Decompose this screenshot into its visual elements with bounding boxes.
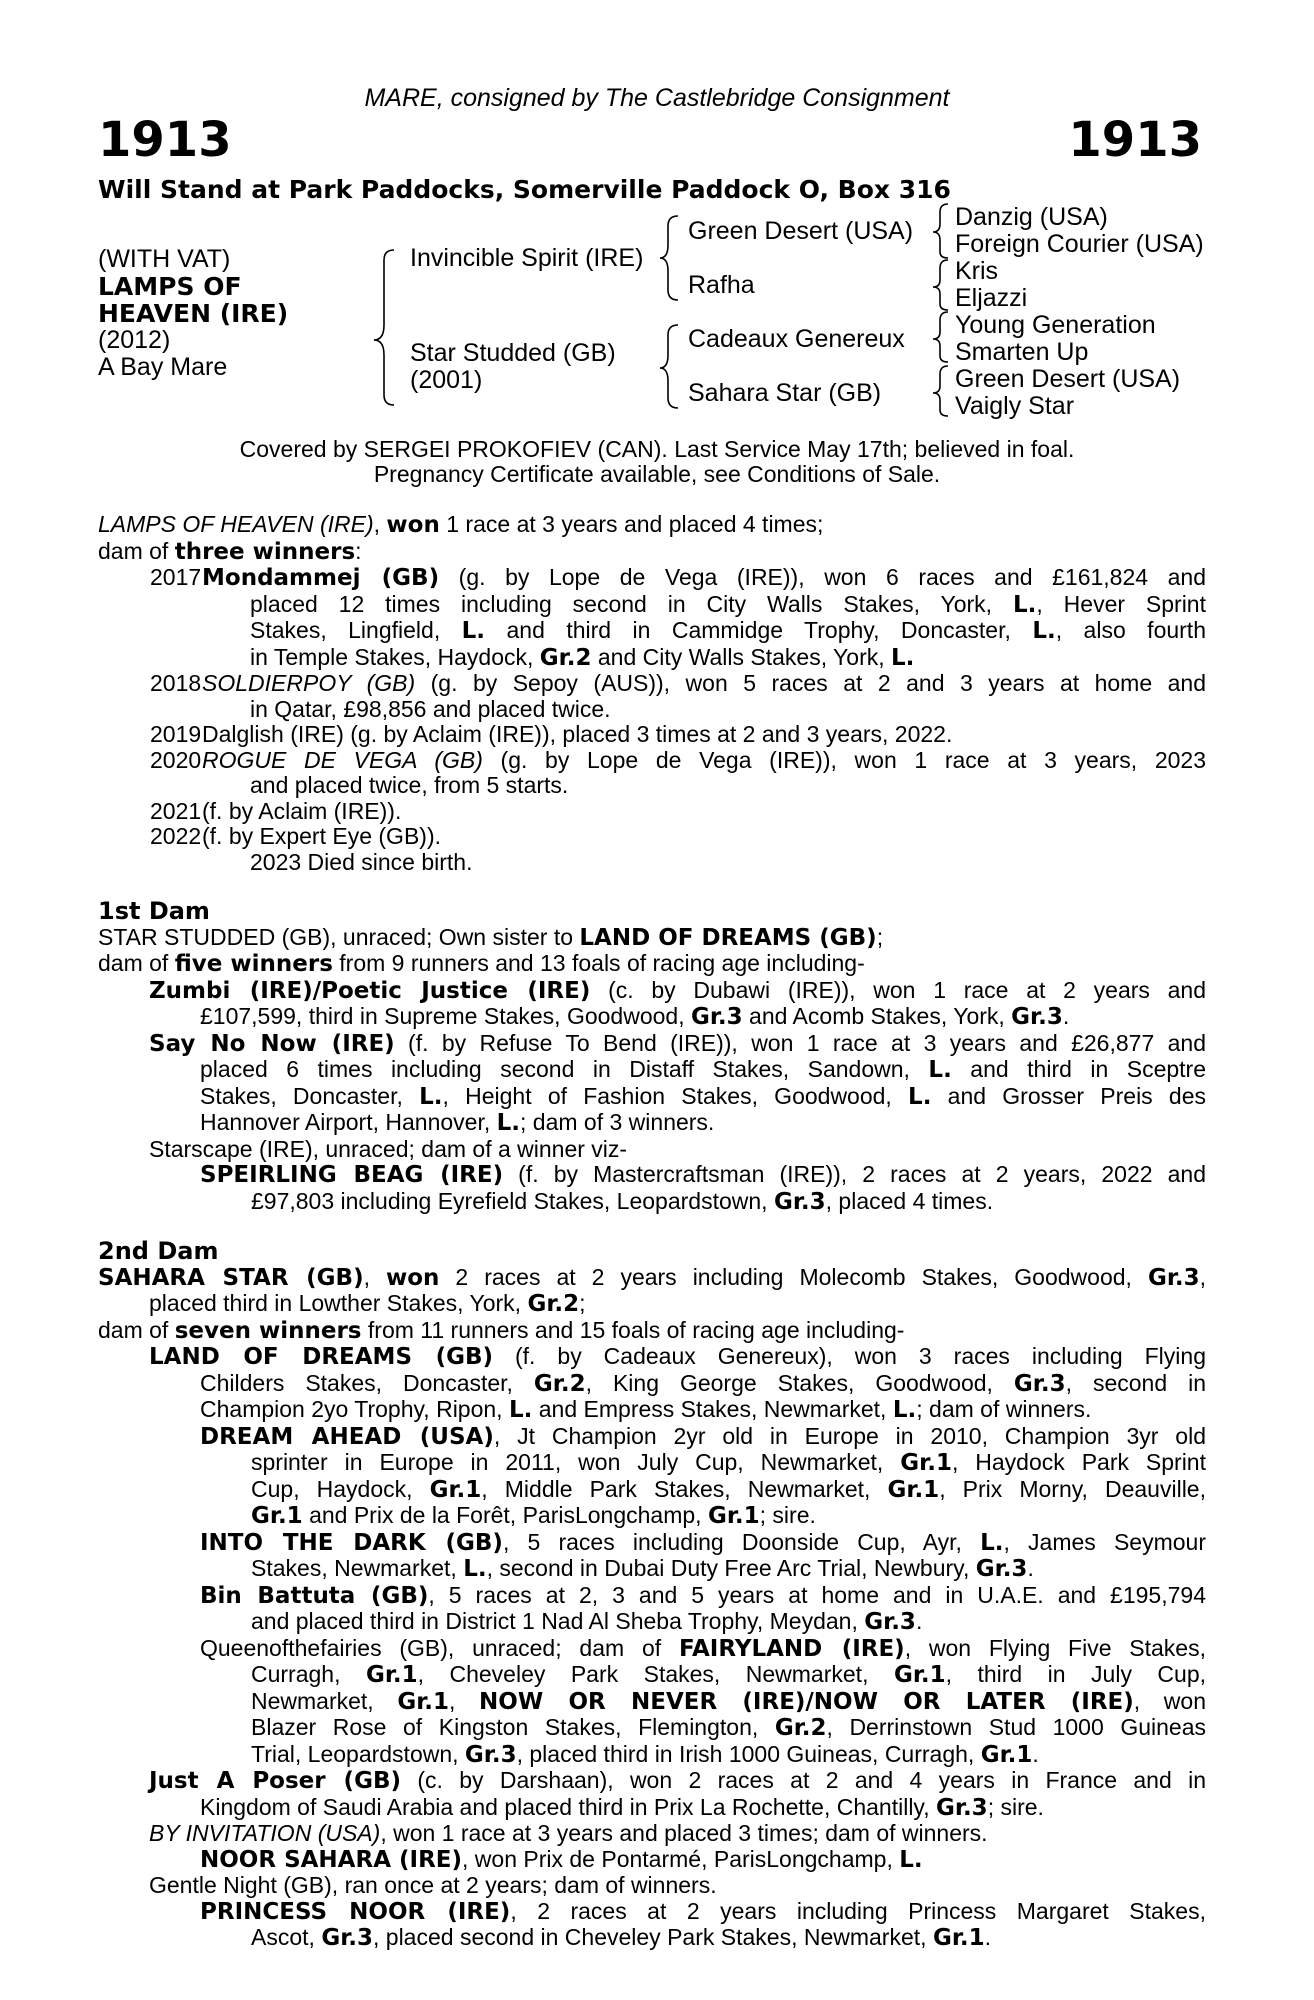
dam-dam: Sahara Star (GB)	[688, 379, 882, 407]
gen3-7: Green Desert (USA)	[955, 365, 1181, 393]
dam-name: Star Studded (GB)	[410, 339, 616, 367]
produce-list: 2017Mondammej (GB) (g. by Lope de Vega (IRE)), won 6 races and £161,824 and placed 12 times including second in City Walls Stakes, York, L., Hever Sprint Stakes, Lingfield, L. and third in Cammidge Trophy, Doncaster, L., also fourth in Temple Stakes, Haydock, Gr.2 and City Walls Stakes, York, L. 2018SOLDIERPOY (GB) (g. by Sepoy (AUS)), won 5 races at 2 and 3 years at home and in Qatar, £98,856 and placed twice. 2019Dalglish (IRE) (g. by Aclaim (IRE)), placed 3 times at 2 and 3 years, 2022. 2020ROGUE DE VEGA (GB) (g. by Lope de Vega (IRE)), won 1 race at 3 years, 2023 and placed twice, from 5 starts. 2021(f. by Aclaim (IRE)). 2022(f. by Expert Eye (GB)). 2023 Died since birth.	[150, 564, 1207, 875]
gen3-1: Danzig (USA)	[955, 203, 1108, 231]
horse-description: A Bay Mare	[98, 353, 228, 381]
gen3-5: Young Generation	[955, 311, 1156, 339]
sire-sire: Green Desert (USA)	[688, 217, 914, 245]
covered-note: Covered by SERGEI PROKOFIEV (CAN). Last Service May 17th; believed in foal.	[239, 436, 1075, 462]
catalogue-body: LAMPS OF HEAVEN (IRE), won 1 race at 3 years and placed 4 times; dam of three winners: 2017Mondammej (GB) (g. by Lope de Vega (IRE)), won 6 races and £161,824 and placed 12 times including second in City Walls Stakes, York, L., Hever Sprint Stakes, Lingfield, L. and third in Cammidge Trophy, Doncaster, L., also fourth in Temple Stakes, Haydock, Gr.2 and City Walls Stakes, York, L. 2018SOLDIERPOY (GB) (g. by Sepoy (AUS)), won 5 races at 2 and 3 years at home and in Qatar, £98,856 and placed twice. 2019Dalglish (IRE) (g. by Aclaim (IRE)), placed 3 times at 2 and 3 years, 2022. 2020ROGUE DE VEGA (GB) (g. by Lope de Vega (IRE)), won 1 race at 3 years, 2023 and placed twice, from 5 starts. 2021(f. by Aclaim (IRE)). 2022(f. by Expert Eye (GB)). 2023 Died since birth. 1st Dam STAR STUDDED (GB), unraced; Own sister to LAND OF DREAMS (GB); dam of five winners from 9 runners and 13 foals of racing age including- Zumbi (IRE)/Poetic Justice (IRE) (c. by Dubawi (IRE)), won 1 race at 2 years and £107,599, third in Supreme Stakes, Goodwood, Gr.3 and Acomb Stakes, York, Gr.3. Say No Now (IRE) (f. by Refuse To Bend (IRE)), won 1 race at 3 years and £26,877 and placed 6 times including second in Distaff Stakes, Sandown, L. and third in Sceptre Stakes, Doncaster, L., Height of Fashion Stakes, Goodwood, L. and Grosser Preis des Hannover Airport, Hannover, L.; dam of 3 winners. Starscape (IRE), unraced; dam of a winner viz- SPEIRLING BEAG (IRE) (f. by Mastercraftsman (IRE)), 2 races at 2 years, 2022 and £97,803 including Eyrefield Stakes, Leopardstown, Gr.3, placed 4 times. 2nd Dam SAHARA STAR (GB), won 2 races at 2 years including Molecomb Stakes, Goodwood, Gr.3, placed third in Lowther Stakes, York, Gr.2; dam of seven winners from 11 runners and 15 foals of racing age including- LAND OF DREAMS (GB) (f. by Cadeaux Genereux), won 3 races including Flying Childers Stakes, Doncaster, Gr.2, King George Stakes, Goodwood, Gr.3, second in Champion 2yo Trophy, Ripon, L. and Empress Stakes, Newmarket, L.; dam of winners. DREAM AHEAD (USA), Jt Champion 2yr old in Europe in 2010, Champion 3yr old sprinter in Europe in 2011, won July Cup, Newmarket, Gr.1, Haydock Park Sprint Cup, Haydock, Gr.1, Middle Park Stakes, Newmarket, Gr.1, Prix Morny, Deauville, Gr.1 and Prix de la Forêt, ParisLongchamp, Gr.1; sire. INTO THE DARK (GB), 5 races including Doonside Cup, Ayr, L., James Seymour Stakes, Newmarket, L., second in Dubai Duty Free Arc Trial, Newbury, Gr.3. Bin Battuta (GB), 5 races at 2, 3 and 5 years at home and in U.A.E. and £195,794 and placed third in District 1 Nad Al Sheba Trophy, Meydan, Gr.3. Queenofthefairies (GB), unraced; dam of FAIRYLAND (IRE), won Flying Five Stakes, Curragh, Gr.1, Cheveley Park Stakes, Newmarket, Gr.1, third in July Cup, Newmarket, Gr.1, NOW OR NEVER (IRE)/NOW OR LATER (IRE), won Blazer Rose of Kingston Stakes, Flemington, Gr.2, Derrinstown Stud 1000 Guineas Trial, Leopardstown, Gr.3, placed third in Irish 1000 Guineas, Curragh, Gr.1. Just A Poser (GB) (c. by Darshaan), won 2 races at 2 and 4 years in France and in Kingdom of Saudi Arabia and placed third in Prix La Rochette, Chantilly, Gr.3; sire. BY INVITATION (USA), won 1 race at 3 years and placed 3 times; dam of winners. NOOR SAHARA (IRE), won Prix de Pontarmé, ParisLongchamp, L. Gentle Night (GB), ran once at 2 years; dam of winners. PRINCESS NOOR (IRE), 2 races at 2 years including Princess Margaret Stakes, Ascot, Gr.3, placed second in Cheveley Park Stakes, Newmarket, Gr.1.	[98, 511, 1207, 1951]
stand-location: Will Stand at Park Paddocks, Somerville Paddock O, Box 316	[98, 175, 951, 204]
sire-dam: Rafha	[688, 271, 755, 299]
first-dam-heading: 1st Dam	[98, 897, 210, 925]
second-dam-heading: 2nd Dam	[98, 1237, 219, 1265]
dam-year: (2001)	[410, 366, 483, 394]
vat-note: (WITH VAT)	[98, 245, 231, 273]
lot-number-right: 1913	[1068, 112, 1202, 168]
gen3-4: Eljazzi	[955, 284, 1028, 312]
gen3-6: Smarten Up	[955, 338, 1089, 366]
consignment-line: MARE, consigned by The Castlebridge Consignment	[364, 84, 950, 112]
horse-name-line1: LAMPS OF	[98, 272, 242, 301]
horse-year: (2012)	[98, 326, 171, 354]
produce-intro: LAMPS OF HEAVEN (IRE), won 1 race at 3 years and placed 4 times;	[98, 511, 824, 538]
gen3-2: Foreign Courier (USA)	[955, 230, 1204, 258]
gen3-8: Vaigly Star	[955, 392, 1075, 420]
lot-number-left: 1913	[98, 112, 232, 168]
pregnancy-note: Pregnancy Certificate available, see Conditions of Sale.	[373, 461, 941, 487]
gen3-3: Kris	[955, 257, 999, 285]
horse-name-line2: HEAVEN (IRE)	[98, 299, 289, 328]
sire-name: Invincible Spirit (IRE)	[410, 244, 644, 272]
dam-sire: Cadeaux Genereux	[688, 325, 905, 353]
